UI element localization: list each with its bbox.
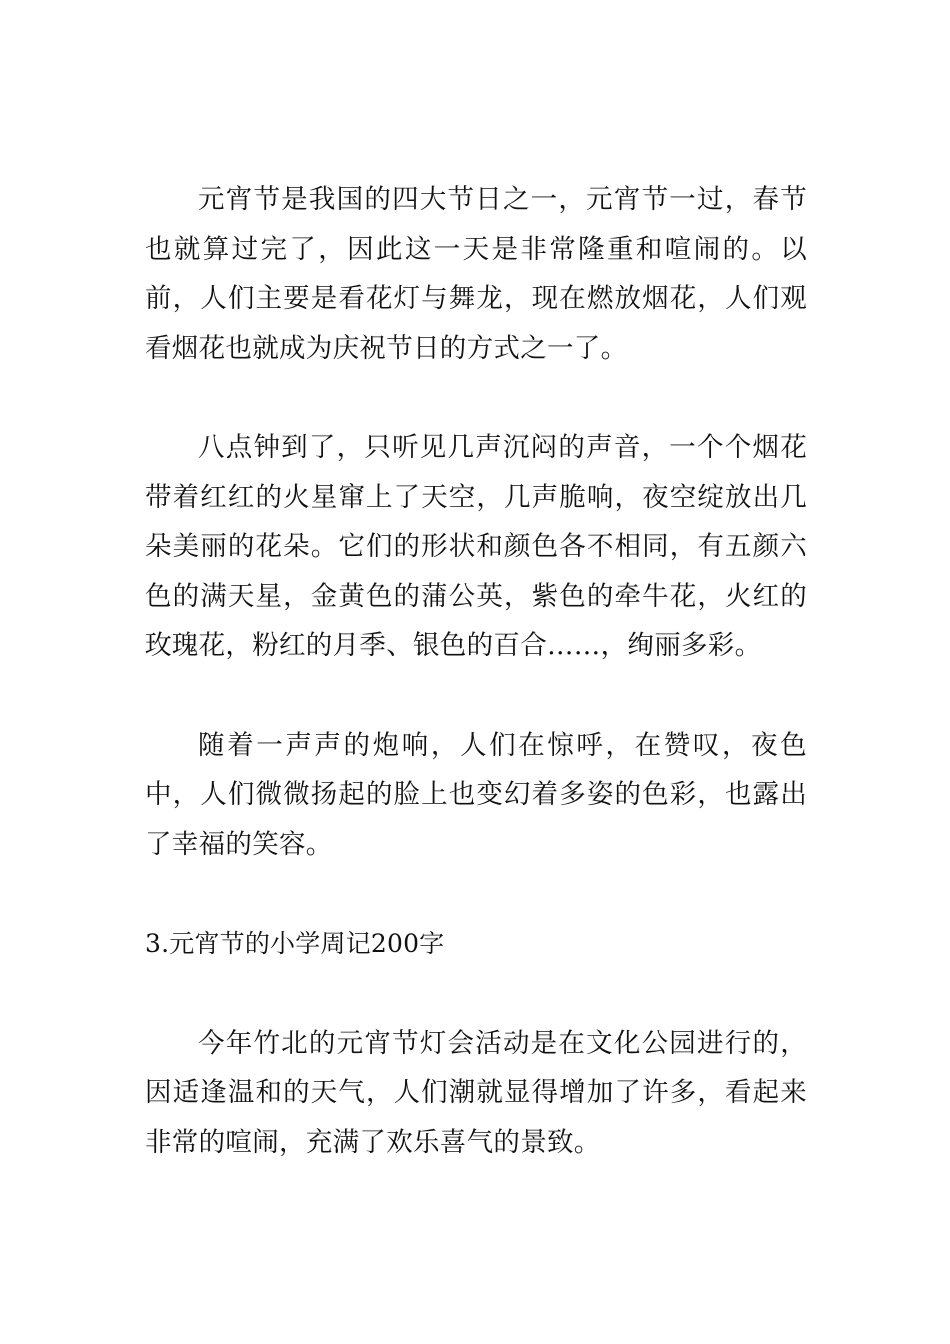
paragraph-lantern-festival-intro: 元宵节是我国的四大节日之一，元宵节一过，春节也就算过完了，因此这一天是非常隆重和喧闹的。以前，人们主要是看花灯与舞龙，现在燃放烟花，人们观看烟花也就成为庆祝节日的方式之一了。 [145,184,807,364]
paragraph-people-reaction: 随着一声声的炮响，人们在惊呼，在赞叹，夜色中，人们微微扬起的脸上也变幻着多姿的色彩，也露出了幸福的笑容。 [145,729,807,860]
paragraph-spacer [145,869,807,919]
paragraph-spacer [145,373,807,423]
section-heading: 3.元宵节的小学周记200字 [145,929,445,958]
paragraph-spacer [145,671,807,721]
document-body [145,175,807,1167]
paragraph-lantern-event: 今年竹北的元宵节灯会活动是在文化公园进行的，因适逢温和的天气，人们潮就显得增加了许多，看起来非常的喧闹，充满了欢乐喜气的景致。 [145,1027,807,1158]
paragraph-spacer [145,969,807,1019]
paragraph-fireworks-description: 八点钟到了，只听见几声沉闷的声音，一个个烟花带着红红的火星窜上了天空，几声脆响，夜空绽放出几朵美丽的花朵。它们的形状和颜色各不相同，有五颜六色的满天星，金黄色的蒲公英，紫色的牵牛花，火红的玫瑰花，粉红的月季、银色的百合……，绚丽多彩。 [145,432,807,661]
